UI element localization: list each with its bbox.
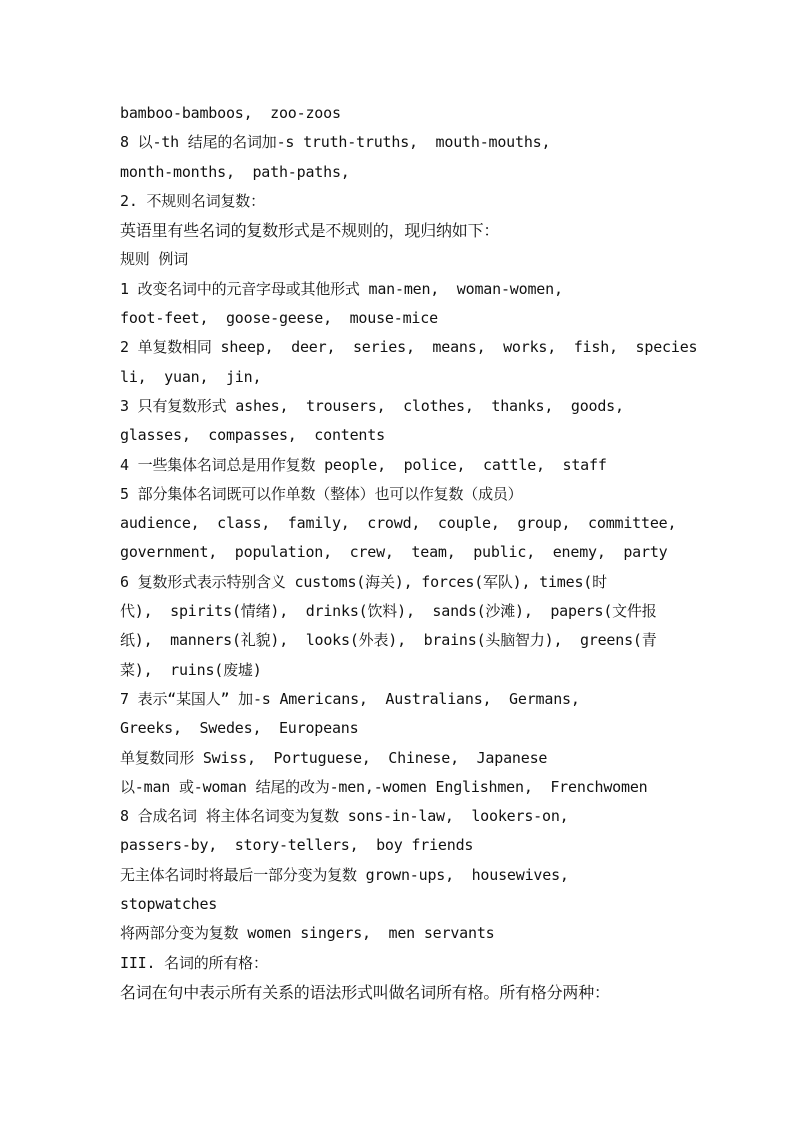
text-line: month-months, path-paths, xyxy=(120,162,350,181)
text-line: stopwatches xyxy=(120,895,218,914)
text-line: 8 合成名词 将主体名词变为复数 sons-in-law, lookers-on, xyxy=(120,807,569,826)
text-line: 纸), manners(礼貌), looks(外表), brains(头脑智力), greens(青 xyxy=(120,631,657,650)
text-line: 英语里有些名词的复数形式是不规则的，现归纳如下： xyxy=(120,221,500,241)
text-line: 代), spirits(情绪), drinks(饮料), sands(沙滩), papers(文件报 xyxy=(120,602,657,621)
text-line: passers-by, story-tellers, boy friends xyxy=(120,836,474,855)
text-line: audience, class, family, crowd, couple, group, committee, xyxy=(120,514,677,533)
text-line: foot-feet, goose-geese, mouse-mice xyxy=(120,309,438,328)
section-heading: 2. 不规则名词复数： xyxy=(120,191,265,210)
text-line: 5 部分集体名词既可以作单数（整体）也可以作复数（成员） xyxy=(120,484,523,503)
text-line: 1 改变名词中的元音字母或其他形式 man-men, woman-women, xyxy=(120,279,563,298)
text-line: bamboo-bamboos, zoo-zoos xyxy=(120,104,341,122)
text-line: 将两部分变为复数 women singers, men servants xyxy=(120,924,495,943)
section-heading: III. 名词的所有格： xyxy=(120,953,268,972)
text-line: 6 复数形式表示特别含义 customs(海关), forces(军队), times(时 xyxy=(120,572,607,591)
text-line: 无主体名词时将最后一部分变为复数 grown-ups, housewives, xyxy=(120,865,569,884)
table-header: 规则 例词 xyxy=(120,250,189,269)
text-line: li, yuan, jin, xyxy=(120,367,262,386)
text-line: 2 单复数相同 sheep, deer, series, means, works, fish, species xyxy=(120,338,698,357)
document-body xyxy=(120,99,700,1007)
text-line: 4 一些集体名词总是用作复数 people, police, cattle, staff xyxy=(120,455,607,474)
text-line: 以-man 或-woman 结尾的改为-men,-women Englishmen, Frenchwomen xyxy=(120,777,648,796)
text-line: 8 以-th 结尾的名词加-s truth-truths, mouth-mouths, xyxy=(120,133,551,152)
text-line: 3 只有复数形式 ashes, trousers, clothes, thanks, goods, xyxy=(120,396,624,415)
text-line: Greeks, Swedes, Europeans xyxy=(120,719,359,738)
text-line: glasses, compasses, contents xyxy=(120,426,385,445)
text-line: 7 表示“某国人” 加-s Americans, Australians, Germans, xyxy=(120,689,580,708)
text-line: 名词在句中表示所有关系的语法形式叫做名词所有格。所有格分两种： xyxy=(120,982,610,1002)
text-line: 单复数同形 Swiss, Portuguese, Chinese, Japanese xyxy=(120,748,548,767)
text-line: government, population, crew, team, public, enemy, party xyxy=(120,543,668,562)
text-line: 菜), ruins(废墟) xyxy=(120,660,262,679)
